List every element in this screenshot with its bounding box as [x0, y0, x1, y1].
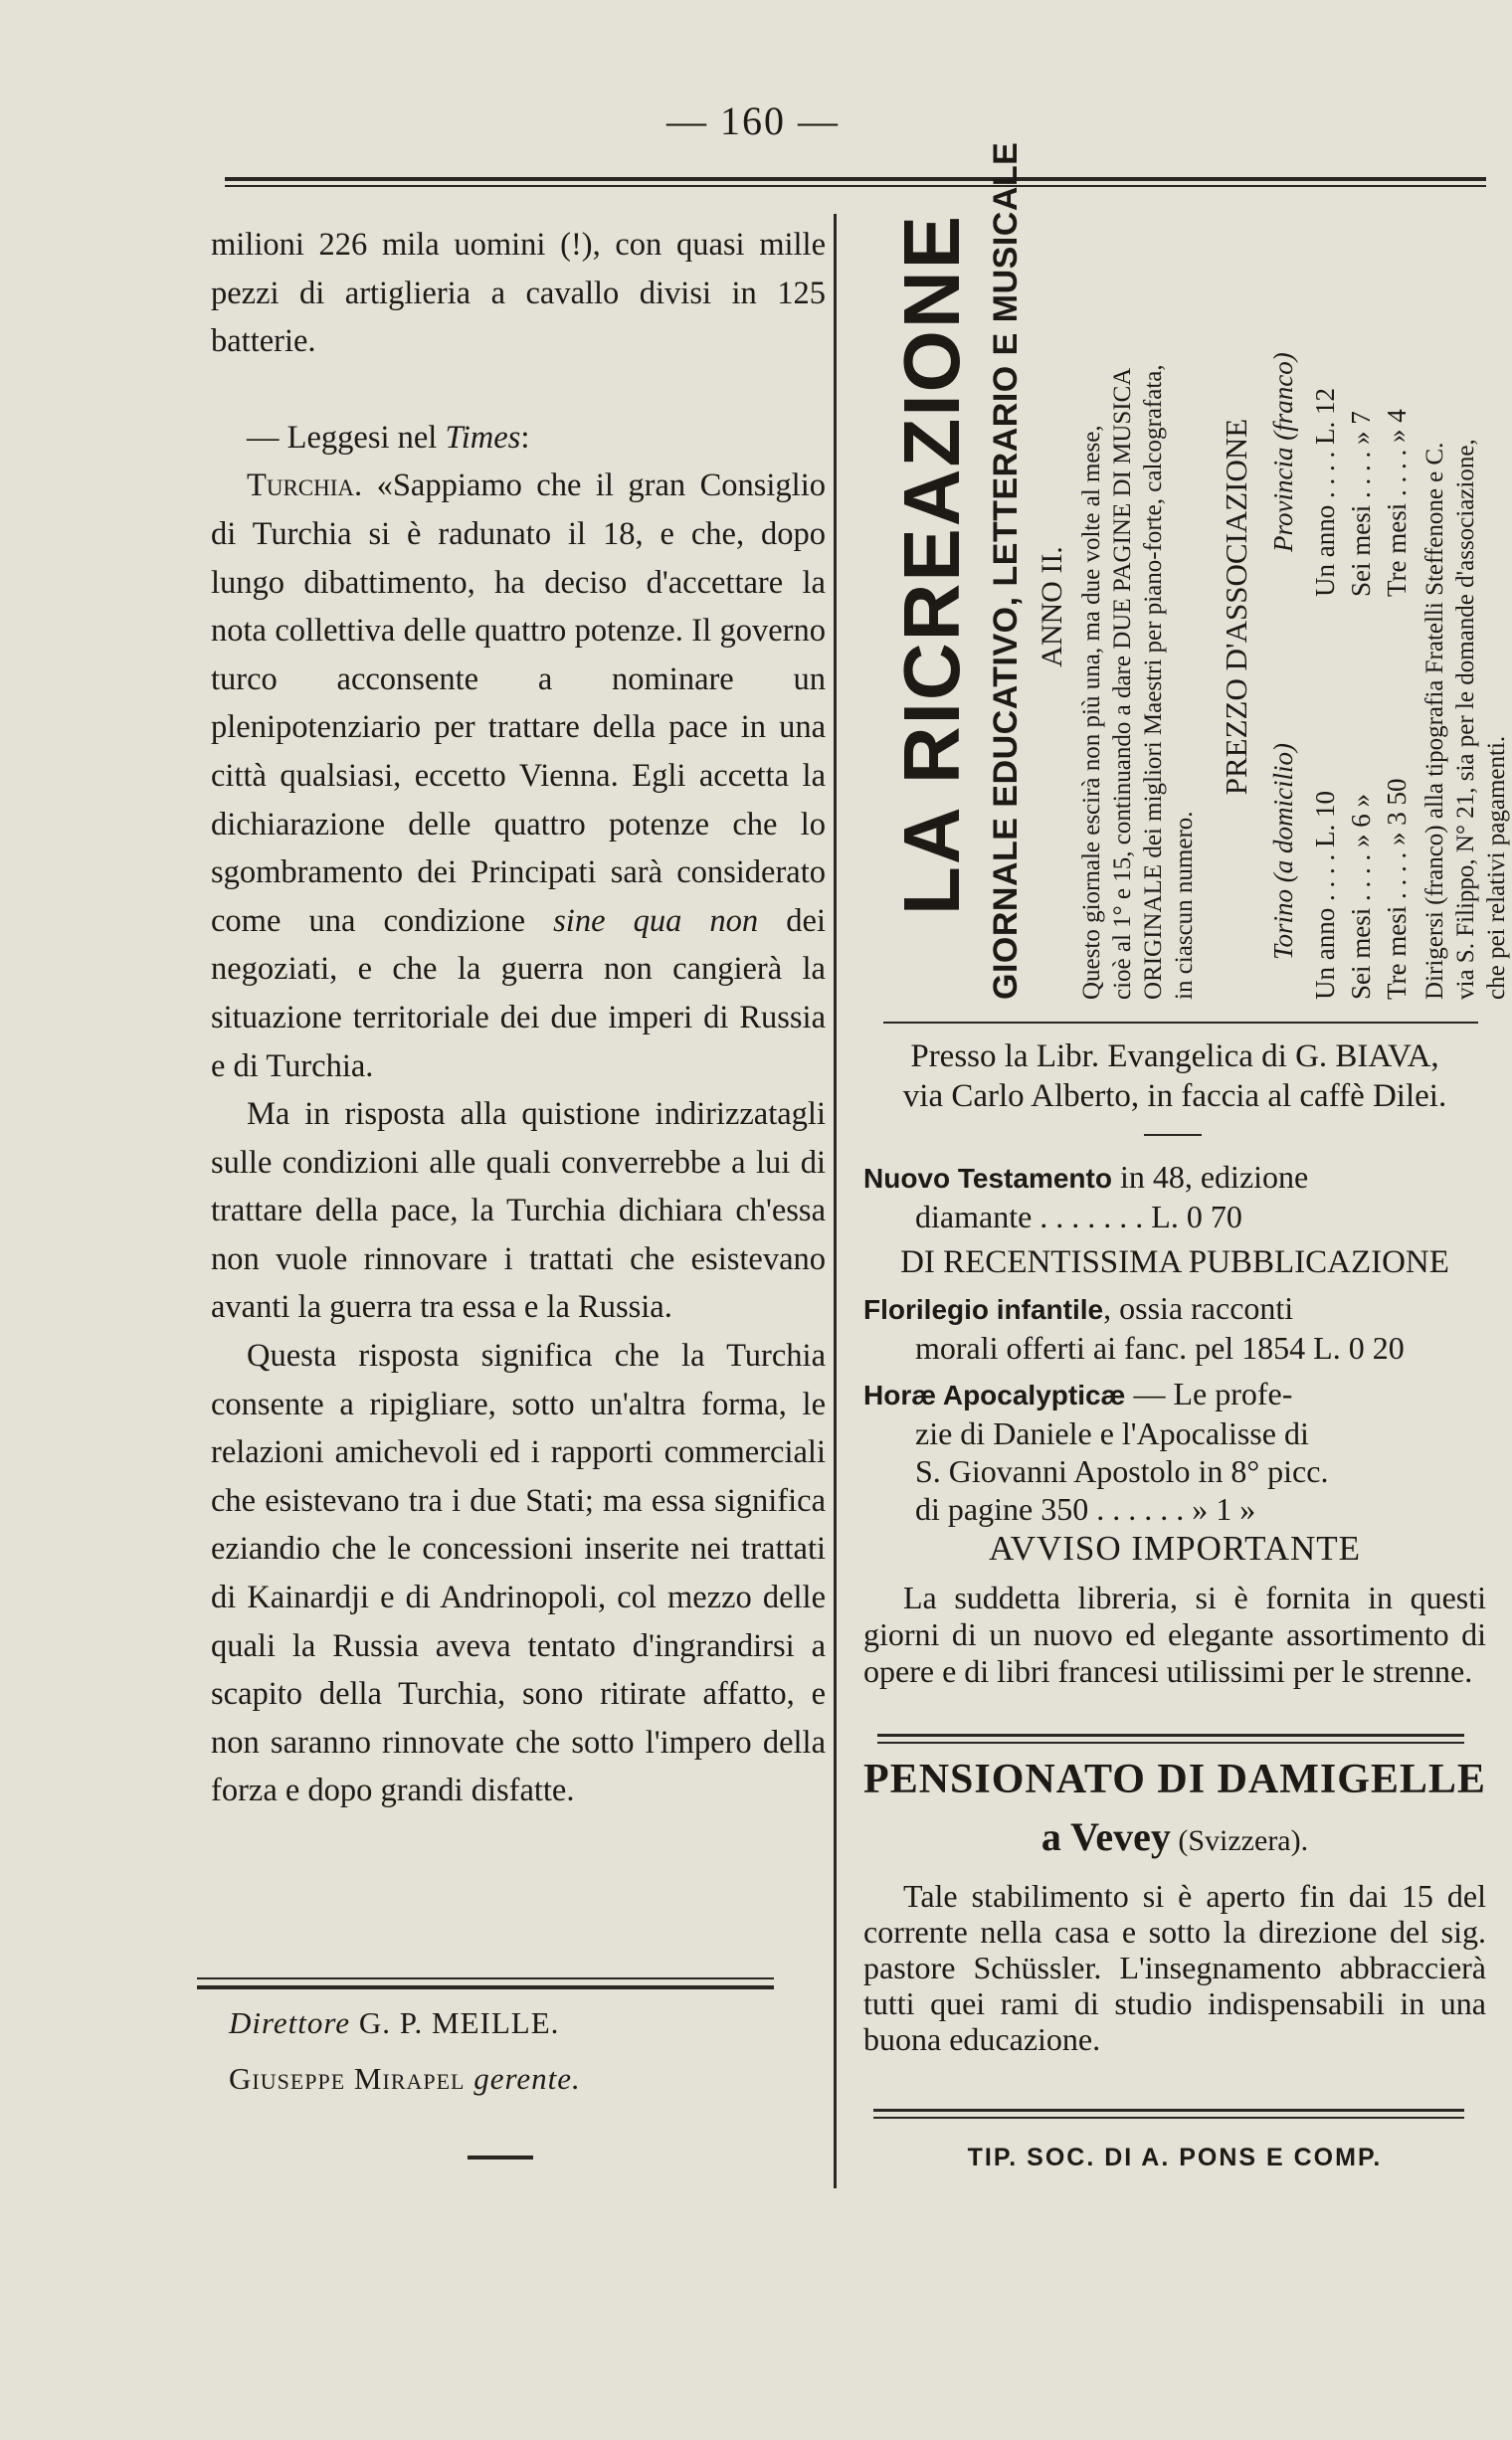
printer-imprint: TIP. SOC. DI A. PONS E COMP. [967, 2144, 1383, 2171]
foot-line: che pei relativi pagamenti. [1483, 735, 1510, 1000]
page-number: — 160 — [666, 98, 840, 143]
short-rule [1144, 1134, 1202, 1136]
column-divider [834, 214, 837, 2188]
presso-line: Presso la Libr. Evangelica di G. BIAVA, [910, 1038, 1439, 1074]
journal-title: LA RICREAZIONE [887, 214, 976, 916]
journal-subtitle: GIORNALE EDUCATIVO, LETTERARIO E MUSICALE [987, 141, 1025, 1000]
book-horae: Horæ Apocalypticæ — Le profe- zie di Daniele e l'Apocalisse di S. Giovanni Apostolo in 8° picc. di pagine 350 . . . . . . » 1 » [863, 1376, 1329, 1527]
footer-rule [873, 2109, 1464, 2112]
desc-line: in ciascun numero. [1171, 811, 1198, 1000]
recent-heading: DI RECENTISSIMA PUBBLICAZIONE [900, 1244, 1449, 1280]
pensionato-text: Tale stabilimento si è aperto fin dai 15 del corrente nella casa e sotto la direzione del sig. pastore Schüssler. L'insegnamento abbraccierà tutti quei rami di studio indispensabili in una buona educazione. [863, 1878, 1486, 2057]
paragraph-continued: milioni 226 mila uomini (!), con quasi mille pezzi di artiglieria a cavallo divisi in 125 batterie. [211, 227, 826, 360]
ricreazione-advertisement: LA RICREAZIONE GIORNALE EDUCATIVO, LETTERARIO E MUSICALE ANNO II. Questo giornale escirà non più una, ma due volte al mese, cioè al 1° e 15, continuando a dare DUE PAGINE DI MUSICA ORIGINALE dei migliori Maestri per piano-forte, calcografata, in ciascun numero. PREZZO D'ASSOCIAZIONE Torino (a domicilio) Provincia (franco) Un anno . . . . L. 10 Un anno . . . . L. 12 Sei mesi . . . . » 6 » Sei mesi . . . . » 7 Tre mesi . . . . » 3 50 Tre mesi . . . . » 4 Dirigersi (franco) alla tipografia Fratelli Steffenone e C. via S. Filippo, N° 21, sia per le domande d'associazione, che pei relativi pagamenti. [887, 141, 1510, 1000]
risposta-paragraph: Ma in risposta alla quistione indirizzatagli sulle condizioni alle quali converrebbe a lui di trattare della pace, la Turchia dichiara ch'essa non vuole rinnovare i trattati che esistevano avanti la guerra tra essa e la Russia. [211, 1096, 826, 1326]
header-rule-thin [225, 185, 1486, 187]
desc-line: Questo giornale escirà non più una, ma due volte al mese, [1078, 425, 1105, 1000]
pensionato-location: a Vevey (Svizzera). [1040, 1814, 1309, 1859]
article-end-rule [197, 1977, 774, 1979]
turchia-paragraph: Turchia. «Sappiamo che il gran Consiglio di Turchia si è radunato il 18, e che, dopo lungo dibattimento, ha deciso d'accettare la nota collettiva delle quattro potenze. Il governo turco acconsente a nominare un plenipotenziario per trattare della pace in una città qualsiasi, eccetto Vienna. Egli accetta la dichiarazione delle quattro potenze che lo sgombramento dei Principati sarà considerato come una condizione sine qua non dei negoziati, e che la guerra non cangierà la situazione territoriale dei due imperi di Russia e di Turchia. [211, 468, 826, 1084]
gerente-line: Giuseppe Mirapel gerente. [229, 2061, 581, 2096]
book-florilegio: Florilegio infantile, ossia racconti morali offerti ai fanc. pel 1854 L. 0 20 [863, 1290, 1405, 1366]
desc-line: cioè al 1° e 15, continuando a dare DUE PAGINE DI MUSICA [1109, 367, 1136, 1000]
leggesi-line: — Leggesi nel Times: [247, 419, 530, 456]
left-column [211, 221, 826, 1815]
footer-rule-thin [873, 2117, 1464, 2119]
pensionato-heading: PENSIONATO DI DAMIGELLE [863, 1757, 1486, 1802]
closing-dash [468, 2156, 533, 2159]
masthead-bottom-rule [883, 1022, 1478, 1024]
journal-year: ANNO II. [1036, 546, 1068, 667]
section-rule-thin [877, 1742, 1464, 1744]
avviso-heading: AVVISO IMPORTANTE [988, 1529, 1362, 1568]
desc-line: ORIGINALE dei migliori Maestri per piano-forte, calcografata, [1140, 364, 1167, 1000]
foot-line: Dirigersi (franco) alla tipografia Fratelli Steffenone e C. [1421, 442, 1448, 1000]
direttore-line: Direttore G. P. MEILLE. [229, 2005, 560, 2040]
avviso-text: La suddetta libreria, si è fornita in questi giorni di un nuovo ed elegante assortimento di opere e di libri francesi utilissimi per le strenne. [863, 1580, 1486, 1689]
prezzo-heading: PREZZO D'ASSOCIAZIONE [1219, 418, 1253, 796]
significa-paragraph: Questa risposta significa che la Turchia consente a ripigliare, sotto un'altra forma, le relazioni amichevoli ed i rapporti commerciali che esistevano tra i due Stati; ma essa significa eziandio che le concessioni inserite nei trattati di Kainardji e di Andrinopoli, col mezzo delle quali la Russia aveva tentato d'ingrandirsi a scapito della Turchia, sono ritirate affatto, e non saranno rinnovate che sotto l'impero della forza e dopo grandi disfatte. [211, 1338, 826, 1809]
book-nuovo-testamento: Nuovo Testamento in 48, edizione diamante . . . . . . . L. 0 70 [863, 1159, 1309, 1234]
section-rule [877, 1734, 1464, 1737]
article-end-rule-thick [197, 1985, 774, 1989]
bookshop-block [863, 1036, 1486, 1116]
foot-line: via S. Filippo, N° 21, sia per le domande d'associazione, [1452, 439, 1479, 1000]
presso-address: via Carlo Alberto, in faccia al caffè Dilei. [902, 1078, 1447, 1114]
turchia-label: Turchia. [247, 468, 363, 504]
header-rule [225, 177, 1486, 181]
